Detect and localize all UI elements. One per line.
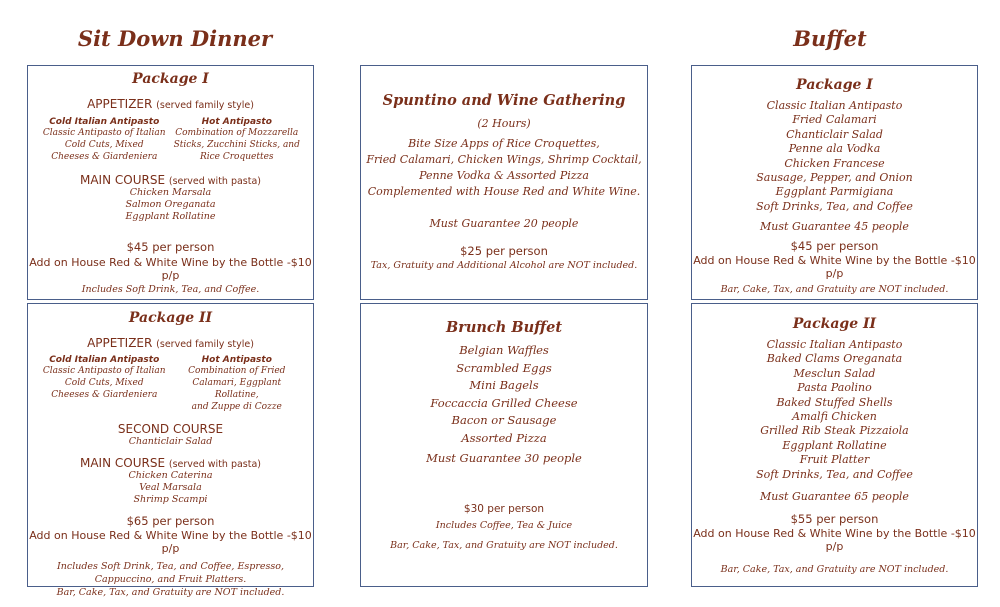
- hot-antipasto-line: and Zuppe di Cozze: [191, 402, 282, 412]
- main-course-item: Chicken Caterina: [128, 470, 213, 481]
- main-course-item: Salmon Oreganata: [125, 199, 216, 210]
- main-course-heading: [28, 173, 313, 187]
- menu-item: Chanticlair Salad: [786, 127, 883, 141]
- menu-item: Assorted Pizza: [461, 430, 547, 445]
- hot-antipasto-line: Calamari, Eggplant Rollatine,: [192, 378, 282, 400]
- price: $65 per person: [126, 514, 215, 528]
- menu-item: Soft Drinks, Tea, and Coffee: [756, 467, 913, 481]
- appetizer-note: (served family style): [156, 339, 254, 350]
- menu-item: Penne ala Vodka: [788, 142, 881, 156]
- spuntino-description: [361, 136, 647, 200]
- spuntino-title: Spuntino and Wine Gathering: [382, 92, 626, 109]
- wine-addon: Add on House Red & White Wine by the Bottle -$10 p/p: [29, 256, 312, 282]
- menu-item: Eggplant Parmigiana: [775, 185, 894, 199]
- hot-antipasto-line: Sticks, Zucchini Sticks, and: [173, 140, 300, 150]
- main-course-heading: [28, 456, 313, 470]
- antipasto-columns: [28, 355, 313, 413]
- menu-item: Sausage, Pepper, and Onion: [756, 171, 913, 185]
- guarantee: Must Guarantee 20 people: [429, 217, 579, 230]
- main-course-label: MAIN COURSE: [79, 173, 166, 187]
- menu-item: Classic Italian Antipasto: [766, 338, 903, 351]
- main-course-note: (served with pasta): [168, 176, 262, 187]
- main-course-item: Chicken Marsala: [129, 187, 212, 198]
- guarantee: Must Guarantee 30 people: [426, 451, 582, 465]
- sit-down-dinner-heading: Sit Down Dinner: [77, 26, 273, 51]
- menu-item: Scrambled Eggs: [456, 360, 552, 375]
- price: $25 per person: [460, 244, 548, 258]
- appetizer-note: (served family style): [156, 100, 254, 111]
- menu-item: Baked Clams Oreganata: [766, 352, 903, 366]
- excluded-note: Bar, Cake, Tax, and Gratuity are NOT included.: [390, 540, 618, 551]
- package-title: Package I: [796, 77, 873, 93]
- includes-note: Includes Coffee, Tea & Juice: [435, 520, 573, 531]
- buffet-package-2-card: [691, 303, 978, 587]
- menu-item: Mini Bagels: [469, 378, 539, 392]
- buffet-items: [692, 99, 977, 214]
- main-course-item: Eggplant Rollatine: [125, 211, 216, 222]
- wine-addon: Add on House Red & White Wine by the Bottle -$10 p/p: [693, 527, 976, 554]
- excluded-note: Bar, Cake, Tax, and Gratuity are NOT included.: [56, 587, 285, 598]
- cold-antipasto: [38, 117, 171, 163]
- price: $30 per person: [463, 503, 545, 515]
- cold-antipasto-line: Cold Cuts, Mixed: [64, 140, 144, 150]
- cold-antipasto-line: Classic Antipasto of Italian: [42, 366, 166, 376]
- brunch-items: [361, 342, 647, 447]
- main-course-item: Veal Marsala: [139, 482, 202, 493]
- wine-addon: Add on House Red & White Wine by the Bottle -$10 p/p: [693, 254, 976, 281]
- price: $45 per person: [790, 239, 879, 254]
- description-line: Complemented with House Red and White Wine.: [367, 185, 641, 198]
- description-line: Penne Vodka & Assorted Pizza: [419, 169, 589, 182]
- package-title: Package I: [132, 71, 209, 87]
- second-course-label: SECOND COURSE: [117, 422, 224, 436]
- menu-item: Fried Calamari: [792, 113, 877, 127]
- menu-item: Chicken Francese: [784, 156, 885, 170]
- excluded-note: Bar, Cake, Tax, and Gratuity are NOT included.: [720, 564, 949, 576]
- menu-item: Baked Stuffed Shells: [776, 395, 893, 409]
- description-line: Fried Calamari, Chicken Wings, Shrimp Cocktail,: [366, 153, 642, 166]
- hot-antipasto-line: Combination of Fried: [188, 366, 286, 376]
- cold-antipasto-line: Cold Cuts, Mixed: [64, 378, 144, 388]
- second-course-item: Chanticlair Salad: [128, 436, 213, 447]
- menu-item: Pasta Paolino: [797, 381, 872, 395]
- hot-antipasto: [171, 117, 304, 163]
- cold-antipasto-line: Cheeses & Giardeniera: [51, 152, 158, 162]
- menu-item: Mesclun Salad: [793, 366, 876, 380]
- includes-note: Includes Soft Drink, Tea, and Coffee.: [81, 284, 260, 295]
- cold-antipasto-line: Cheeses & Giardeniera: [51, 390, 158, 400]
- menu-item: Fruit Platter: [799, 453, 870, 467]
- menu-item: Soft Drinks, Tea, and Coffee: [756, 199, 913, 213]
- buffet-heading: Buffet: [793, 26, 867, 51]
- cold-antipasto-title: Cold Italian Antipasto: [49, 355, 160, 365]
- main-course-item: Shrimp Scampi: [133, 494, 208, 505]
- sit-down-package-2-card: [27, 303, 314, 598]
- hot-antipasto-title: Hot Antipasto: [201, 117, 272, 127]
- package-title: Package II: [128, 310, 213, 326]
- price: $45 per person: [126, 240, 215, 254]
- guarantee: Must Guarantee 65 people: [760, 490, 909, 504]
- sit-down-package-1-card: [27, 65, 314, 300]
- excluded-note: Bar, Cake, Tax, and Gratuity are NOT included.: [720, 284, 949, 296]
- appetizer-label: APPETIZER: [87, 97, 153, 111]
- wine-addon: Add on House Red & White Wine by the Bottle -$10 p/p: [29, 529, 312, 555]
- antipasto-columns: [28, 117, 313, 163]
- menu-item: Belgian Waffles: [459, 343, 549, 357]
- menu-item: Eggplant Rollatine: [782, 438, 887, 452]
- buffet-items: [692, 338, 977, 482]
- main-course-label: MAIN COURSE: [79, 456, 166, 470]
- menu-item: Bacon or Sausage: [451, 413, 557, 427]
- cold-antipasto-title: Cold Italian Antipasto: [49, 117, 160, 127]
- includes-note: Cappuccino, and Fruit Platters.: [94, 574, 247, 585]
- cold-antipasto-line: Classic Antipasto of Italian: [42, 128, 166, 138]
- menu-item: Classic Italian Antipasto: [766, 99, 903, 112]
- hot-antipasto: [171, 355, 304, 413]
- hot-antipasto-line: Combination of Mozzarella: [175, 128, 299, 138]
- spuntino-duration: (2 Hours): [477, 117, 531, 130]
- description-line: Bite Size Apps of Rice Croquettes,: [408, 137, 600, 150]
- includes-note: Includes Soft Drink, Tea, and Coffee, Espresso,: [57, 561, 284, 572]
- appetizer-heading: [28, 336, 313, 350]
- menu-item: Amalfi Chicken: [792, 410, 877, 424]
- price: $55 per person: [790, 512, 879, 527]
- buffet-package-1-card: [691, 65, 978, 300]
- excluded-note: Tax, Gratuity and Additional Alcohol are NOT included.: [370, 260, 638, 271]
- appetizer-heading: [28, 97, 313, 111]
- package-title: Package II: [792, 316, 877, 332]
- cold-antipasto: [38, 355, 171, 413]
- hot-antipasto-title: Hot Antipasto: [201, 355, 272, 365]
- guarantee: Must Guarantee 45 people: [760, 220, 909, 234]
- brunch-buffet-card: [360, 303, 648, 587]
- menu-item: Foccaccia Grilled Cheese: [430, 395, 578, 410]
- appetizer-label: APPETIZER: [87, 336, 153, 350]
- spuntino-card: [360, 65, 648, 300]
- main-course-note: (served with pasta): [168, 459, 262, 470]
- brunch-title: Brunch Buffet: [445, 319, 563, 336]
- hot-antipasto-line: Rice Croquettes: [199, 152, 274, 162]
- menu-item: Grilled Rib Steak Pizzaiola: [760, 424, 909, 438]
